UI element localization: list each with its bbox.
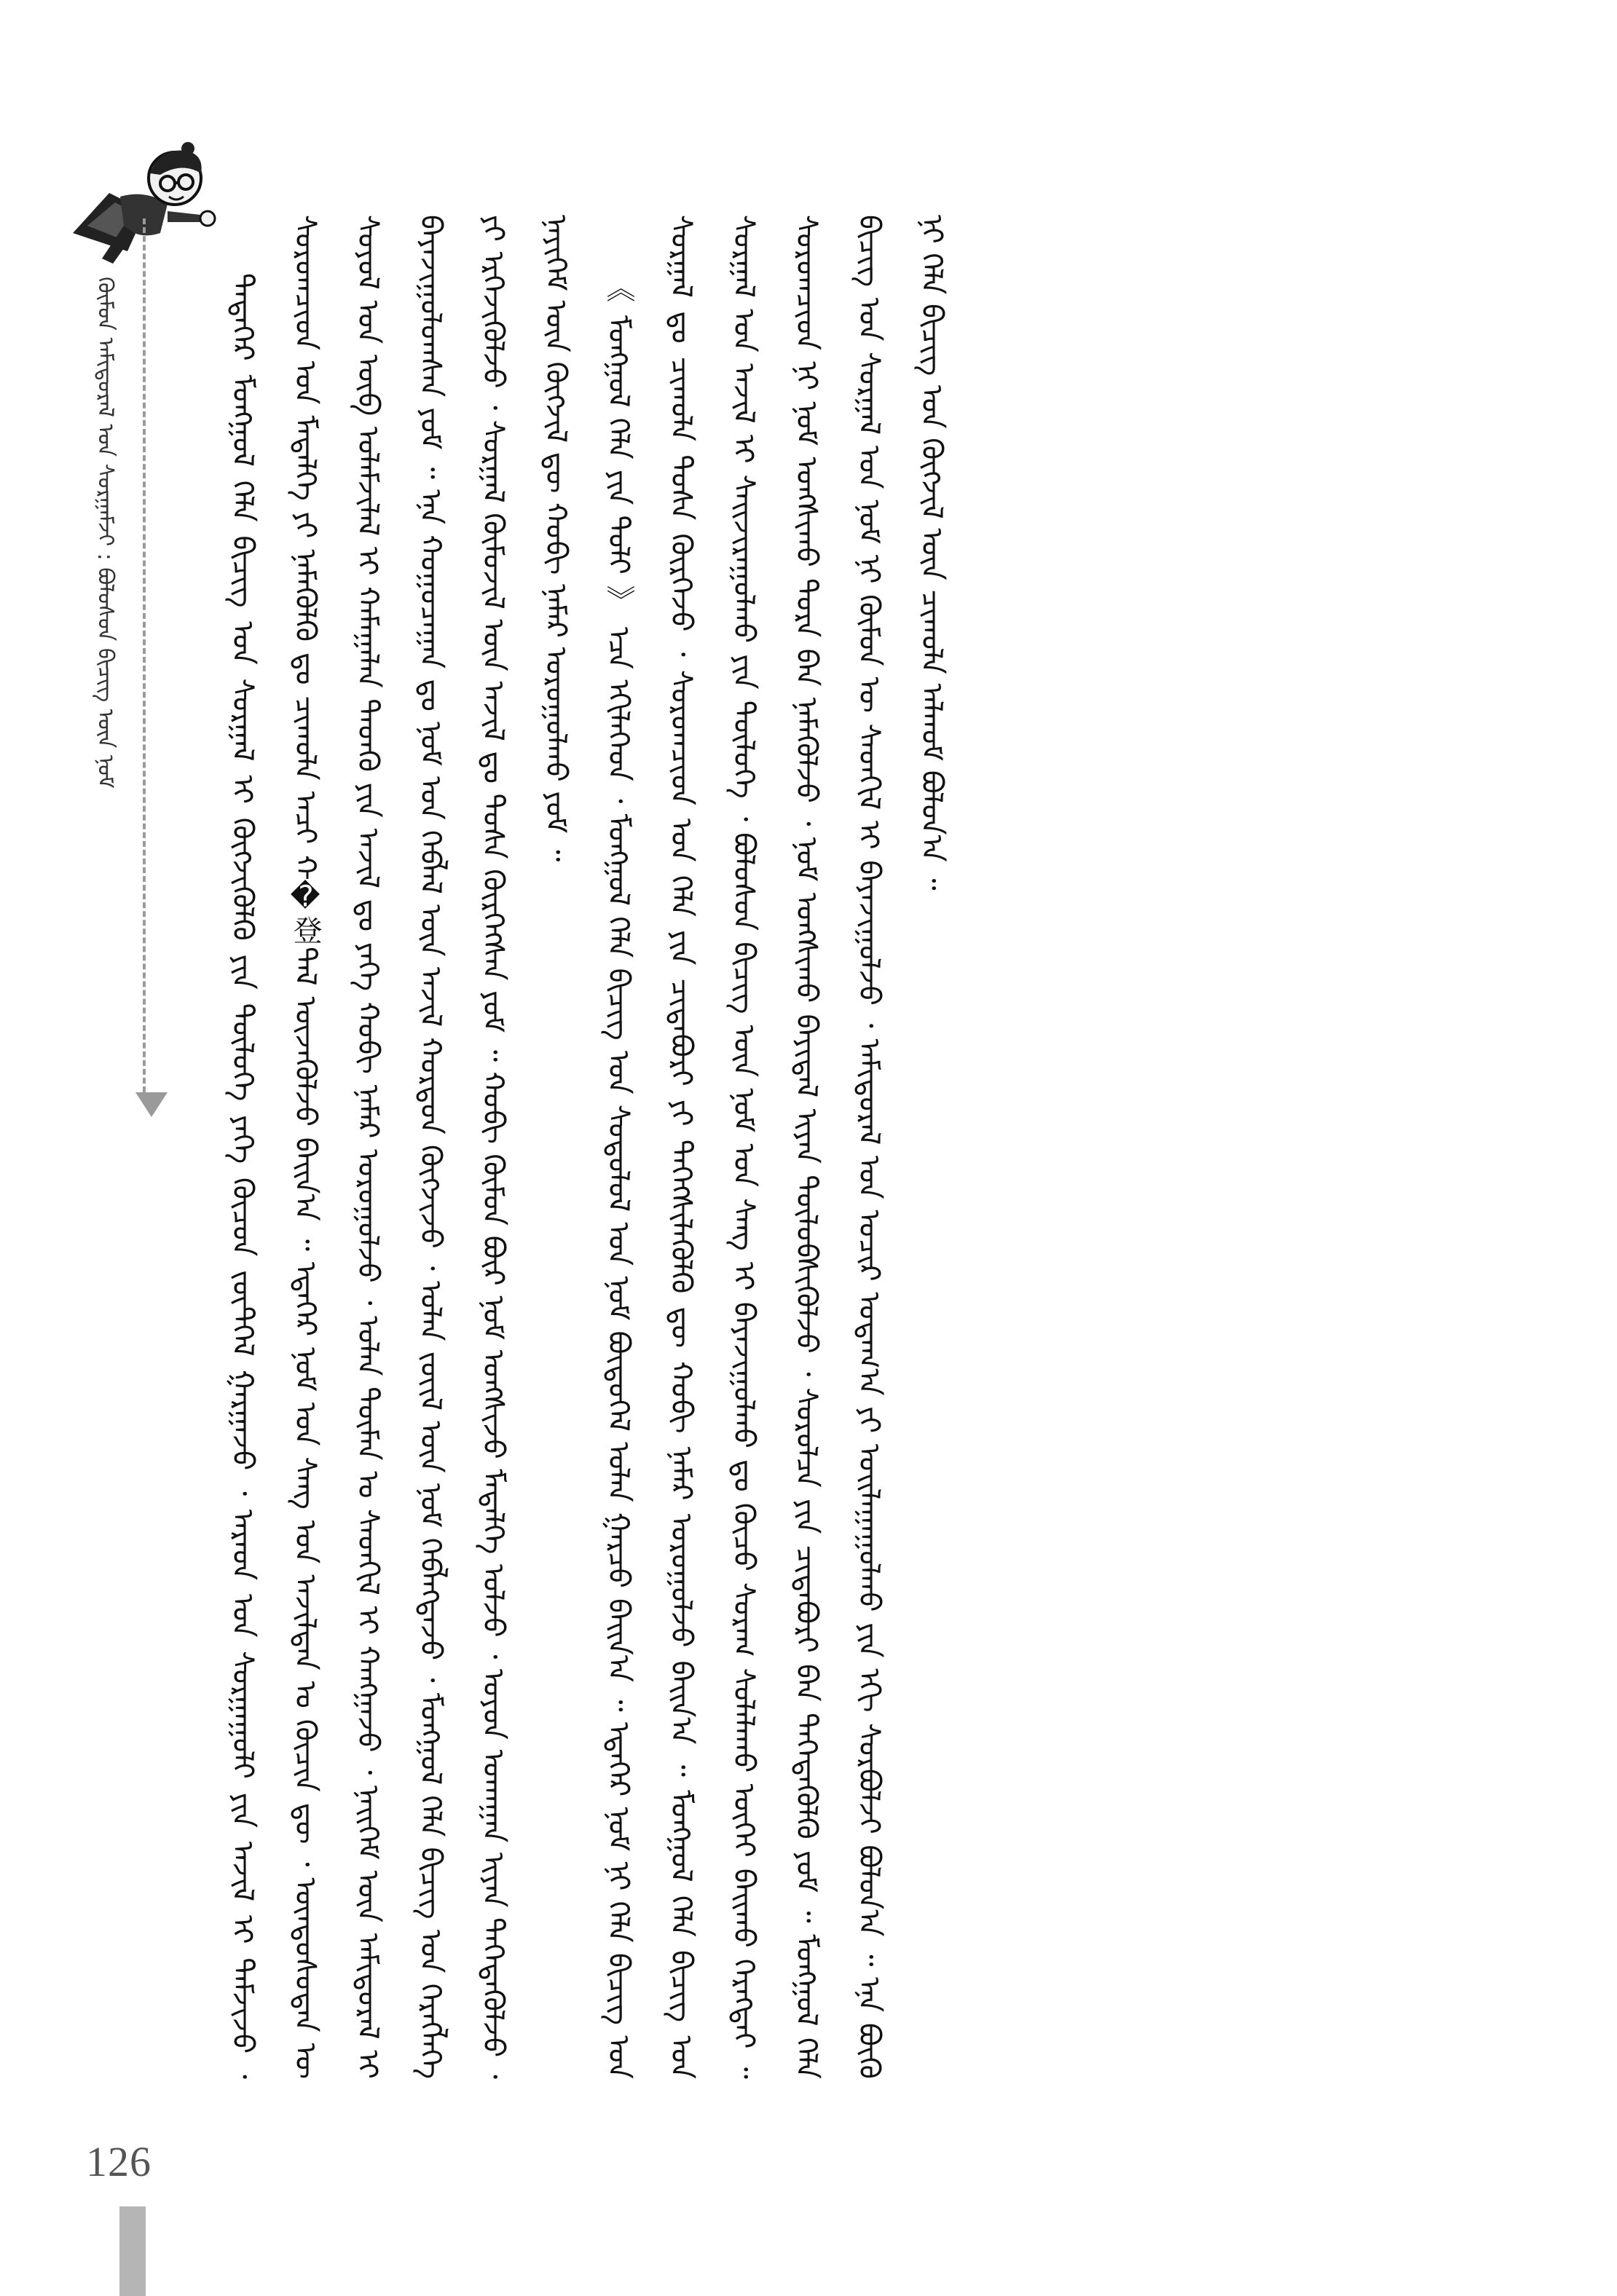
body-text [211, 215, 1457, 2079]
running-header: ᠬᠦᠮᠦᠨ ᠠᠮᠢᠳᠤᠷᠠᠯ ᠤᠨ ᠰᠤᠷᠭᠠᠮᠵᠢ : ᠪᠤᠯᠤᠰᠤᠨ ᠪᠢᠴᠢᠭ ᠦᠨ ᠨᠣᠮ [93, 277, 118, 789]
body-paragraph: ᠲᠡᠳᠡᠭᠡᠷ ᠮᠣᠩᠭᠣᠯ ᠬᠡᠯᠡ ᠪᠢᠴᠢᠭ ᠤᠨ ᠰᠤᠷᠭᠠᠯ ᠢ ᠬᠥᠭᠵᠢᠭᠦᠯᠬᠦ ᠶᠢᠨ ᠲᠥᠯᠥᠭᠡ ᠶᠡᠬᠡ ᠬᠦᠴᠦᠨ ᠵᠦᠲᠭᠡᠯ ᠭᠠᠷᠭᠠᠵᠤ ᠂ ᠠᠷᠠᠳ ᠤᠨ ᠰᠤᠷᠭᠠᠭᠤᠯᠢ ᠶᠢᠨ ᠠᠵᠢᠯ ᠢ ᠳᠡᠮᠵᠢᠵᠦ ᠂ ᠰᠤᠷᠤᠭᠴᠢᠳ ᠤᠨ ᠮᠡᠳᠡᠯᠭᠡ ᠶᠢ ᠨᠡᠮᠡᠭᠦᠯᠬᠦ ᠳᠤ ᠴᠢᠬᠤᠯᠠ ᠠᠴᠢ ᠬ�登ᠳᠡᠯ ᠦᠵᠡᠭᠦᠯᠵᠦ ᠪᠠᠢᠨ᠎ᠠ ᠃ ᠡᠳᠡᠭᠡᠷ ᠨᠣᠮ ᠤᠨ ᠰᠠᠩ ᠤᠨ ᠠᠵᠢᠯᠲᠠᠨ ᠤ ᠬᠦᠴᠢᠨ ᠳᠦ ᠂ ᠦᠨᠳᠦᠰᠦᠲᠡᠨ ᠦ ᠰᠣᠶᠤᠯ ᠤᠨ ᠦᠪ ᠤᠯᠠᠮᠵᠢᠯᠠᠯ ᠢ ᠬᠠᠮᠠᠭᠠᠯᠠᠨ ᠲᠡᠳᠬᠦ ᠶᠢᠨ ᠠᠵᠢᠯ ᠳᠤ ᠶᠡᠬᠡ ᠬᠤᠪᠢ ᠨᠡᠮᠡᠷ ᠣᠷᠣᠭᠤᠯᠵᠤ ᠂ ᠣᠯᠠᠨ ᠲᠦᠮᠡᠨ ᠤ ᠰᠡᠳᠬᠢᠯ ᠢ ᠬᠠᠩᠭᠠᠵᠤ ᠂ ᠨᠡᠢᠭᠡᠮ ᠦᠨ ᠠᠮᠢᠳᠤᠷᠠᠯ ᠢ ᠪᠠᠶᠠᠵᠢᠭᠤᠯᠤᠭᠰᠠᠨ ᠶᠤᠮ ᠃ ᠡᠨᠡ ᠬᠤᠭᠤᠴᠠᠭᠠᠨ ᠳᠤ ᠨᠣᠮ ᠤᠨ ᠬᠡᠪᠯᠡᠯ ᠦᠨ ᠠᠵᠢᠯ ᠬᠤᠷᠳᠤᠨ ᠬᠥᠭᠵᠢᠵᠦ ᠂ ᠣᠯᠠᠨ ᠵᠦᠢᠯ ᠦᠨ ᠨᠣᠮ ᠬᠡᠪᠯᠡᠭᠳᠡᠵᠦ ᠂ ᠮᠣᠩᠭᠣᠯ ᠬᠡᠯᠡ ᠪᠢᠴᠢᠭ ᠤᠨ ᠬᠡᠷᠡᠭᠯᠡᠭᠡ ᠶᠢ ᠡᠷᠬᠡᠵᠢᠭᠦᠯᠵᠦ ᠂ ᠰᠤᠷᠭᠠᠯ ᠬᠥᠮᠦᠵᠢᠯ ᠦᠨ ᠠᠵᠢᠯ ᠳᠤ ᠲᠤᠰᠠ ᠬᠦᠷᠭᠡᠭᠰᠡᠨ ᠶᠤᠮ ᠃ ᠬᠤᠪᠢ ᠬᠦᠮᠦᠨ ᠪᠦᠷ ᠨᠣᠮ ᠤᠩᠰᠢᠵᠤ ᠮᠡᠳᠡᠯᠭᠡ ᠣᠯᠵᠤ ᠂ ᠣᠶᠤᠨ ᠤᠬᠠᠭᠠᠨ ᠢᠶᠠᠨ ᠳᠡᠭᠡᠳᠡᠭᠦᠯᠵᠦ ᠂ ᠨᠡᠶᠢᠭᠡᠮ ᠦᠨ ᠬᠥᠭᠵᠢᠯ ᠳᠦ ᠬᠤᠪᠢ ᠨᠡᠮᠡᠷ ᠣᠷᠣᠭᠤᠯᠬᠤ ᠶᠤᠮ ᠃ [226, 215, 573, 2079]
margin-dashed-divider [143, 218, 146, 1092]
reading-boy-mascot-icon [58, 124, 226, 277]
triangle-marker-icon [135, 1092, 168, 1117]
page-number: 126 [86, 2138, 152, 2185]
chapter-side-tab [119, 2206, 146, 2296]
body-paragraph: 《 ᠮᠣᠩᠭᠣᠯ ᠬᠡᠯᠡ ᠶᠢᠨ ᠲᠣᠯᠢ 》 ᠡᠴᠡ ᠡᠬᠢᠯᠡᠭᠡᠳ ᠂ ᠮᠣᠩᠭᠣᠯ ᠬᠡᠯᠡ ᠪᠢᠴᠢᠭ ᠤᠨ ᠰᠤᠳᠤᠯᠤᠯ ᠤᠨ ᠨᠣᠮ ᠪᠦᠲᠦᠭᠡᠯ ᠤᠯᠠᠨ ᠭᠠᠷᠴᠤ ᠪᠠᠢᠨ᠎ᠠ ᠃ ᠡᠳᠡᠭᠡᠷ ᠨᠣᠮ ᠨᠢ ᠬᠡᠯᠡ ᠪᠢᠴᠢᠭ ᠤᠨ ᠰᠤᠷᠭᠠᠯ ᠳᠤ ᠴᠢᠬᠤᠯᠠ ᠲᠤᠰᠠ ᠬᠦᠷᠭᠡᠵᠦ ᠂ ᠰᠤᠷᠤᠭᠴᠢᠳ ᠤᠨ ᠬᠡᠯᠡ ᠶᠢᠨ ᠴᠢᠳᠠᠪᠤᠷᠢ ᠶᠢ ᠳᠡᠭᠡᠭᠰᠢᠯᠡᠭᠦᠯᠬᠦ ᠳᠦ ᠬᠤᠪᠢ ᠨᠡᠮᠡᠷ ᠣᠷᠣᠭᠤᠯᠵᠤ ᠪᠠᠢᠨ᠎ᠠ ᠃ ᠮᠣᠩᠭᠣᠯ ᠬᠡᠯᠡ ᠪᠢᠴᠢᠭ ᠤᠨ ᠰᠤᠷᠭᠠᠯ ᠤᠨ ᠠᠵᠢᠯ ᠢ ᠰᠠᠢᠵᠢᠷᠠᠭᠤᠯᠬᠤ ᠶᠢᠨ ᠲᠥᠯᠥᠭᠡ ᠂ ᠪᠤᠯᠤᠰᠤᠨ ᠪᠢᠴᠢᠭ ᠦᠨ ᠨᠣᠮ ᠤᠨ ᠰᠠᠩ ᠢ ᠪᠠᠶᠠᠵᠢᠭᠤᠯᠬᠤ ᠳᠤ ᠬᠦᠴᠦ ᠰᠤᠷᠠᠭ ᠰᠤᠯᠠᠯᠠᠬᠤ ᠦᠭᠡᠢ ᠪᠠᠢᠬᠤ ᠬᠡᠷᠡᠭᠲᠡᠢ ᠃ ᠰᠤᠷᠤᠭᠴᠢᠳ ᠨᠢ ᠨᠣᠮ ᠤᠩᠰᠢᠬᠤ ᠳᠤᠷᠠ ᠪᠡᠨ ᠨᠡᠮᠡᠭᠦᠯᠵᠦ ᠂ ᠨᠣᠮ ᠤᠩᠰᠢᠬᠤ ᠪᠠᠶᠢᠳᠠᠯ ᠢᠶᠠᠨ ᠲᠥᠯᠥᠪᠰᠢᠭᠦᠯᠵᠦ ᠂ ᠰᠤᠷᠤᠯᠴᠠ ᠶᠢᠨ ᠴᠢᠳᠠᠪᠤᠷᠢ ᠪᠠᠨ ᠳᠡᠭᠡᠳᠡᠭᠦᠯᠬᠦ ᠶᠤᠮ ᠃ ᠮᠣᠩᠭᠣᠯ ᠬᠡᠯᠡ ᠪᠢᠴᠢᠭ ᠤᠨ ᠰᠤᠷᠭᠠᠯ ᠤᠨ ᠨᠣᠮ ᠨᠢ ᠬᠦᠮᠦᠨ ᠦ ᠰᠡᠳᠬᠢᠯ ᠢ ᠪᠠᠶᠠᠵᠢᠭᠤᠯᠵᠤ ᠂ ᠠᠮᠢᠳᠤᠷᠠᠯ ᠤᠨ ᠤᠴᠢᠷ ᠤᠲᠠᠭ᠎ᠠ ᠶᠢ ᠣᠢᠯᠠᠭᠠᠭᠤᠯᠬᠤ ᠶᠢᠨ ᠡᠬᠢ ᠰᠤᠷᠪᠤᠯᠵᠢ ᠪᠣᠯᠤᠨ᠎ᠠ ᠃ ᠡᠨᠡ ᠪᠦᠬᠦ ᠨᠢ ᠬᠡᠯᠡ ᠪᠢᠴᠢᠭ ᠤᠨ ᠬᠥᠭᠵᠢᠯ ᠦᠨ ᠴᠢᠬᠤᠯᠠ ᠠᠯᠬᠤᠮ ᠪᠣᠯᠤᠨ᠎ᠠ ᠃ [602, 215, 948, 2079]
